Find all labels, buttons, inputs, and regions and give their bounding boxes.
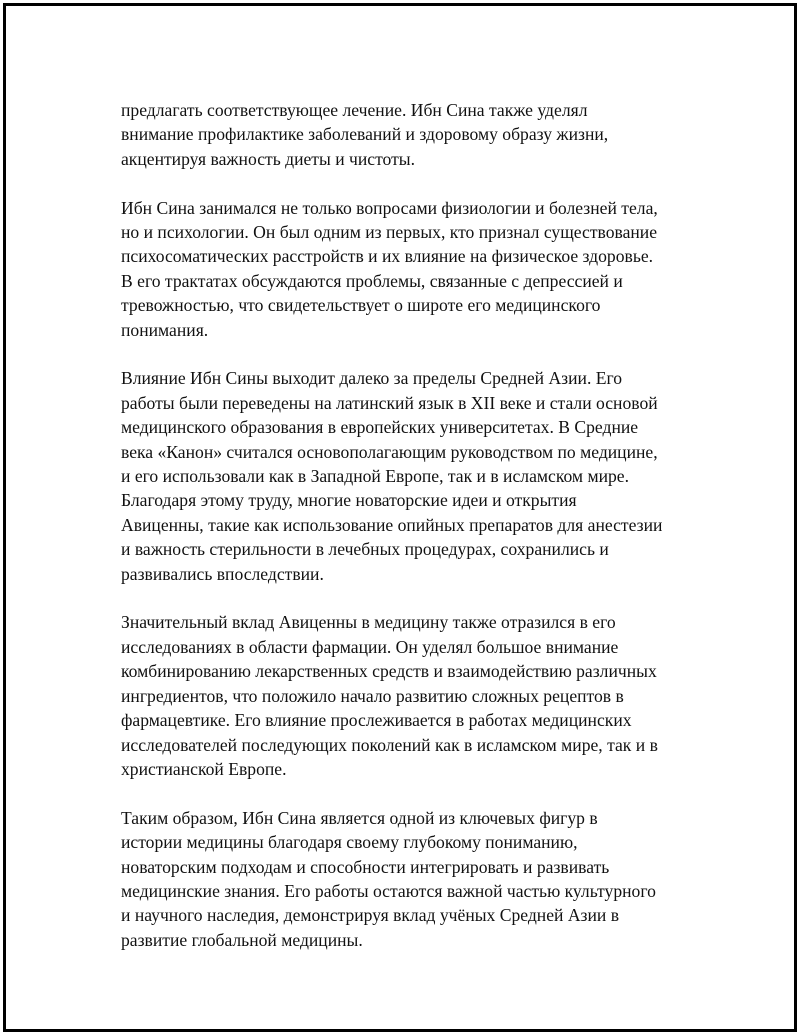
paragraph-5: Таким образом, Ибн Сина является одной из ключевых фигур в истории медицины благодаря своему глубокому пониманию, новаторским подходам и способности интегрировать и развивать медицинские знания. Его работы остаются важной частью культурного и научного наследия, демонстрируя вклад учёных Средней Азии в развитие глобальной медицины. [121, 807, 656, 950]
document-body [121, 98, 701, 977]
paragraph-4: Значительный вклад Авиценны в медицину также отразился в его исследованиях в области фармации. Он уделял большое внимание комбинированию лекарственных средств и взаимодействию различных ингредиентов, что положило начало развитию сложных рецептов в фармацевтике. Его влияние прослеживается в работах медицинских исследователей последующих поколений как в исламском мире, так и в христианской Европе. [121, 612, 658, 779]
paragraph-3: Влияние Ибн Сины выходит далеко за пределы Средней Азии. Его работы были переведены на латинский язык в XII веке и стали основой медицинского образования в европейских университетах. В Средние века «Канон» считался основополагающим руководством по медицине, и его использовали как в Западной Европе, так и в исламском мире. Благодаря этому труду, многие новаторские идеи и открытия Авиценны, такие как использование опийных препаратов для анестезии и важность стерильности в лечебных процедурах, сохранились и развивались впоследствии. [121, 368, 663, 584]
paragraph-1: предлагать соответствующее лечение. Ибн Сина также уделял внимание профилактике заболеваний и здоровому образу жизни, акцентируя важность диеты и чистоты. [121, 100, 609, 169]
page-frame [3, 3, 797, 1032]
paragraph-2: Ибн Сина занимался не только вопросами физиологии и болезней тела, но и психологии. Он был одним из первых, кто признал существование психосоматических расстройств и их влияние на физическое здоровье. В его трактатах обсуждаются проблемы, связанные с депрессией и тревожностью, что свидетельствует о широте его медицинского понимания. [121, 197, 658, 340]
